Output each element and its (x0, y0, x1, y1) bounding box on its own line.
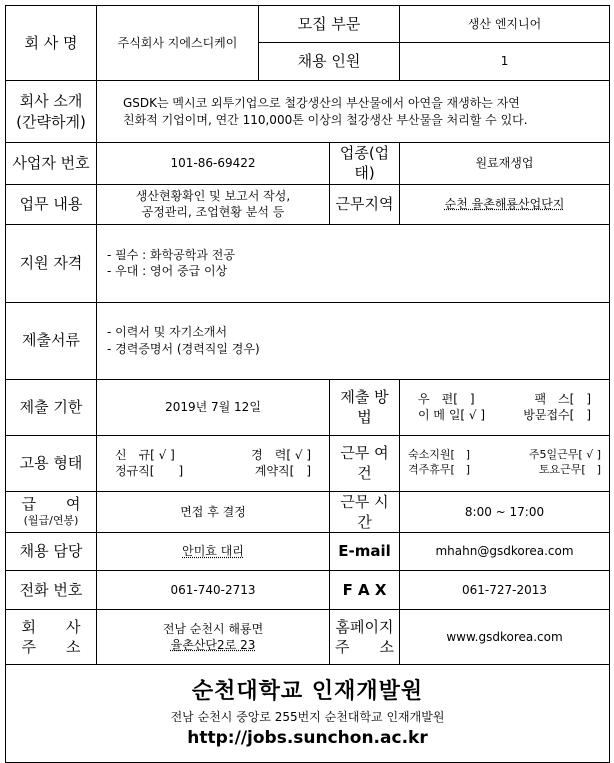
employment-row2 (101, 463, 325, 479)
email-value[interactable]: mhahn@gsdkorea.com (400, 533, 610, 571)
row-qualification (6, 224, 610, 302)
biz-no-value: 101-86-69422 (97, 143, 330, 185)
submit-method-row1 (404, 391, 605, 407)
submit-email-option[interactable]: 이 메 일[ √ ] (418, 408, 486, 422)
duty-label: 업무 내용 (6, 184, 97, 224)
company-label: 회 사 명 (6, 6, 97, 81)
deadline-value: 2019년 7월 12일 (97, 379, 330, 435)
employment-options (97, 435, 330, 491)
salary-label-line1: 급 여 (21, 495, 81, 514)
fax-value: 061-727-2013 (400, 571, 610, 610)
manager-text: 안미효 대리 (182, 544, 244, 559)
recruit-part-value: 생산 엔지니어 (400, 6, 610, 43)
intro-text (97, 81, 610, 143)
submit-fax-option[interactable]: 팩 스[ ] (534, 391, 592, 406)
biz-no-label: 사업자 번호 (6, 143, 97, 185)
address-line1: 전남 순천시 해룡면 (162, 621, 264, 636)
row-salary (6, 491, 610, 533)
address-label (6, 610, 97, 665)
manager-value (97, 533, 330, 571)
footer-url[interactable]: http://jobs.sunchon.ac.kr (187, 727, 428, 748)
documents-line1: - 이력서 및 자기소개서 (107, 325, 228, 340)
submit-visit-option[interactable]: 방문접수[ ] (523, 408, 592, 422)
recruit-part-label: 모집 부문 (259, 6, 400, 43)
employment-new-option[interactable]: 신 규[ √ ] (115, 447, 175, 462)
job-posting-form (5, 5, 609, 756)
conditions-label: 근무 여건 (330, 435, 400, 491)
homepage-label-line2: 주 소 (335, 638, 394, 656)
employment-contract-option[interactable]: 계약직[ ] (254, 464, 311, 478)
salary-label-line2: (월급/연봉) (23, 514, 79, 528)
location-label: 근무지역 (330, 184, 400, 224)
row-documents (6, 302, 610, 379)
phone-value: 061-740-2713 (97, 571, 330, 610)
conditions-saturday-option[interactable]: 토요근무[ ] (538, 463, 602, 476)
row-footer (6, 665, 610, 763)
documents-line2: - 경력증명서 (경력직일 경우) (107, 341, 260, 356)
deadline-label: 제출 기한 (6, 379, 97, 435)
qualification-label: 지원 자격 (6, 224, 97, 302)
qualification-line1: - 필수 : 화학공학과 전공 (107, 247, 235, 262)
job-posting-table (5, 5, 610, 763)
documents-label: 제출서류 (6, 302, 97, 379)
address-label-line1: 회 사 (21, 617, 81, 636)
industry-value: 원료재생업 (400, 143, 610, 185)
intro-label-line2: (간략하게) (16, 112, 86, 131)
hours-value: 8:00 ~ 17:00 (400, 491, 610, 533)
employment-label: 고용 형태 (6, 435, 97, 491)
footer-org: 순천대학교 인재개발원 (191, 679, 424, 705)
footer (6, 665, 610, 763)
row-deadline (6, 379, 610, 435)
intro-text-line2: 친화적 기업이며, 연간 110,000톤 이상의 철강생산 부산물을 처리할 수 있다. (123, 112, 528, 127)
homepage-label-line1: 홈페이지 (335, 617, 394, 636)
employment-regular-option[interactable]: 정규직[ ] (115, 464, 184, 478)
email-label: E-mail (330, 533, 400, 571)
employment-career-option[interactable]: 경 력[ √ ] (251, 447, 311, 462)
industry-label: 업종(업태) (330, 143, 400, 185)
location-text: 순천 율촌해룡산업단지 (444, 196, 565, 211)
manager-label: 채용 담당 (6, 533, 97, 571)
qualification-value (97, 224, 610, 302)
row-phone (6, 571, 610, 610)
salary-value: 면접 후 결정 (97, 491, 330, 533)
homepage-label (330, 610, 400, 665)
duty-value (97, 184, 330, 224)
homepage-value[interactable]: www.gsdkorea.com (400, 610, 610, 665)
conditions-row2 (404, 463, 605, 478)
hours-label: 근무 시간 (330, 491, 400, 533)
conditions-five-day-option[interactable]: 주5일근무[ √ ] (528, 448, 602, 462)
duty-line1: 생산현황확인 및 보고서 작성, (135, 188, 291, 203)
conditions-dorm-option[interactable]: 숙소지원[ ] (408, 448, 471, 462)
location-value (400, 184, 610, 224)
address-label-line2: 주 소 (21, 638, 81, 656)
documents-value (97, 302, 610, 379)
address-value (97, 610, 330, 665)
submit-method-row2 (404, 407, 605, 423)
intro-label (6, 81, 97, 143)
row-manager (6, 533, 610, 571)
phone-label: 전화 번호 (6, 571, 97, 610)
company-value: 주식회사 지에스디케이 (97, 6, 259, 81)
intro-text-line1: GSDK는 멕시코 외투기업으로 철강생산의 부산물에서 아연을 재생하는 자연 (123, 96, 520, 111)
headcount-label: 채용 인원 (259, 43, 400, 81)
salary-label (6, 491, 97, 533)
intro-label-line1: 회사 소개 (19, 92, 83, 111)
conditions-row1 (404, 448, 605, 463)
conditions-options (400, 435, 610, 491)
address-line2: 율촌산단2로 23 (170, 638, 256, 652)
row-duty (6, 184, 610, 224)
row-company (6, 6, 610, 43)
footer-address: 전남 순천시 중앙로 255번지 순천대학교 인재개발원 (170, 709, 445, 724)
row-employment (6, 435, 610, 491)
row-intro (6, 81, 610, 143)
duty-line2: 공정관리, 조업현황 분석 등 (141, 205, 285, 219)
submit-method-label: 제출 방법 (330, 379, 400, 435)
qualification-line2: - 우대 : 영어 중급 이상 (107, 264, 228, 278)
submit-method-options (400, 379, 610, 435)
submit-post-option[interactable]: 우 편[ ] (418, 391, 475, 406)
row-address (6, 610, 610, 665)
row-business (6, 143, 610, 185)
fax-label: F A X (330, 571, 400, 610)
employment-row1 (101, 447, 325, 463)
conditions-alt-holiday-option[interactable]: 격주휴무[ ] (408, 463, 471, 476)
headcount-value: 1 (400, 43, 610, 81)
